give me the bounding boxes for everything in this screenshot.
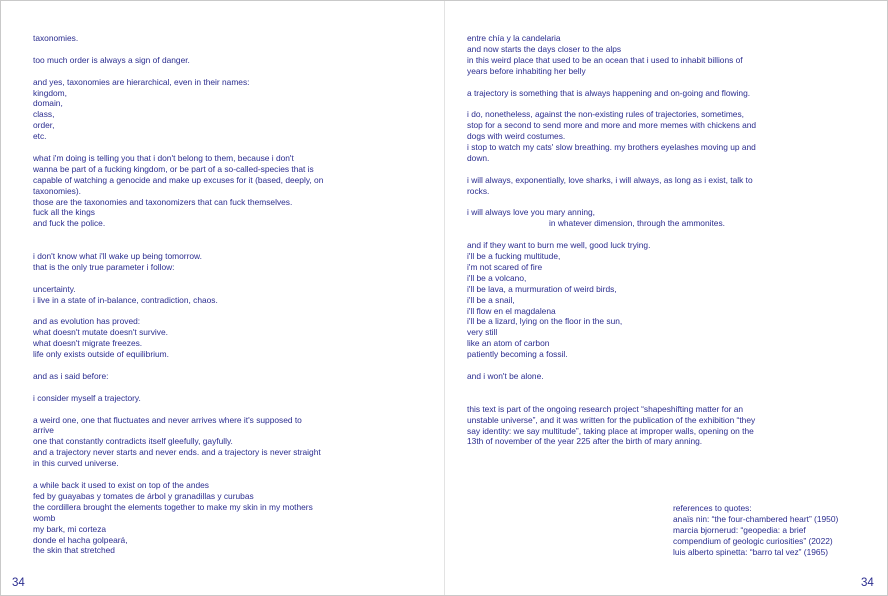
text-line: luis alberto spinetta: “barro tal vez” (1965)	[673, 546, 829, 557]
blank-line	[33, 404, 363, 415]
text-line: those are the taxonomies and taxonomizers that can fuck themselves.	[33, 196, 293, 207]
text-line: i'll be a fucking multitude,	[467, 251, 561, 262]
text-line: a trajectory is something that is always happening and on-going and flowing.	[467, 87, 751, 98]
text-line: i will always, exponentially, love sharks, i will always, as long as i exist, talk to	[467, 174, 753, 185]
right-page-text	[467, 33, 799, 447]
text-line: donde el hacha golpeará,	[33, 534, 128, 545]
text-line: the skin that stretched	[33, 545, 115, 556]
blank-line	[33, 44, 363, 55]
right-page-number: 34	[861, 577, 874, 589]
text-line: too much order is always a sign of danger.	[33, 54, 190, 65]
text-line: marcia bjornerud: “geopedia: a brief	[673, 524, 806, 535]
text-line: kingdom,	[33, 87, 67, 98]
text-line: wanna be part of a fucking kingdom, or be part of a so-called-species that is	[33, 163, 314, 174]
text-line: in this weird place that used to be an ocean that i used to inhabit billions of	[467, 54, 743, 65]
text-line: that is the only true parameter i follow:	[33, 261, 175, 272]
text-line: what i'm doing is telling you that i don't belong to them, because i don't	[33, 152, 294, 163]
text-line: uncertainty.	[33, 283, 76, 294]
text-line: compendium of geologic curiosities” (2022)	[673, 535, 833, 546]
text-line: patiently becoming a fossil.	[467, 349, 568, 360]
blank-line	[33, 240, 363, 251]
text-line: and if they want to burn me well, good luck trying.	[467, 240, 651, 251]
text-line: and fuck the police.	[33, 218, 106, 229]
text-line: down.	[467, 152, 490, 163]
text-line: and now starts the days closer to the alps	[467, 43, 622, 54]
text-line: my bark, mi corteza	[33, 523, 107, 534]
text-line: say identity: we say multitude”, taking place at improper walls, opening on the	[467, 425, 754, 436]
text-line: i consider myself a trajectory.	[33, 392, 141, 403]
references-block	[673, 503, 869, 558]
blank-line	[467, 98, 799, 109]
blank-line	[33, 229, 363, 240]
text-line: a while back it used to exist on top of the andes	[33, 479, 209, 490]
blank-line	[33, 66, 363, 77]
text-line: anaïs nin: “the four-chambered heart” (1950)	[673, 513, 839, 524]
text-line: i do, nonetheless, against the non-existing rules of trajectories, sometimes,	[467, 109, 744, 120]
text-line: womb	[33, 512, 56, 523]
blank-line	[467, 382, 799, 393]
text-line: taxonomies.	[33, 33, 79, 43]
blank-line	[467, 360, 799, 371]
text-line: order,	[33, 120, 55, 131]
left-page-number: 34	[12, 577, 25, 589]
text-line: rocks.	[467, 185, 490, 196]
text-line: dogs with weird costumes.	[467, 131, 566, 142]
left-page-text	[33, 33, 363, 556]
text-line: a weird one, one that fluctuates and never arrives where it's supposed to	[33, 414, 302, 425]
text-line: i'll be lava, a murmuration of weird birds,	[467, 283, 617, 294]
text-line: taxonomies).	[33, 185, 81, 196]
text-line: arrive	[33, 425, 54, 436]
blank-line	[467, 229, 799, 240]
text-line: domain,	[33, 98, 63, 109]
blank-line	[33, 469, 363, 480]
text-line: i'll be a lizard, lying on the floor in the sun,	[467, 316, 623, 327]
text-line: i'll be a snail,	[467, 294, 515, 305]
text-line: in whatever dimension, through the ammonites.	[549, 218, 725, 229]
blank-line	[467, 77, 799, 88]
text-line: i live in a state of in-balance, contradiction, chaos.	[33, 294, 218, 305]
text-line: fed by guayabas y tomates de árbol y granadillas y curubas	[33, 490, 254, 501]
blank-line	[467, 393, 799, 404]
text-line: i'll be a volcano,	[467, 272, 527, 283]
text-line: this text is part of the ongoing research project “shapeshifting matter for an	[467, 403, 744, 414]
text-line: unstable universe”, and it was written for the publication of the exhibition “they	[467, 414, 756, 425]
text-line: i'll flow en el magdalena	[467, 305, 556, 316]
text-line: i stop to watch my cats' slow breathing. my brothers eyelashes moving up and	[467, 142, 756, 153]
text-line: i will always love you mary anning,	[467, 207, 596, 218]
text-line: in this curved universe.	[33, 458, 119, 469]
page-gutter	[444, 1, 445, 595]
text-line: stop for a second to send more and more and more memes with chickens and	[467, 120, 757, 131]
text-line: what doesn't mutate doesn't survive.	[33, 327, 168, 338]
text-line: very still	[467, 327, 498, 338]
text-line: class,	[33, 109, 55, 120]
blank-line	[467, 197, 799, 208]
text-line: life only exists outside of equilibrium.	[33, 349, 169, 360]
text-line: and as i said before:	[33, 370, 109, 381]
text-line: years before inhabiting her belly	[467, 65, 586, 76]
text-line: what doesn't migrate freezes.	[33, 338, 143, 349]
blank-line	[33, 142, 363, 153]
text-line: like an atom of carbon	[467, 338, 550, 349]
text-line: the cordillera brought the elements together to make my skin in my mothers	[33, 501, 313, 512]
text-line: capable of watching a genocide and make up excuses for it (based, deeply, on	[33, 174, 324, 185]
text-line: and i won't be alone.	[467, 371, 544, 381]
text-line: and a trajectory never starts and never ends. and a trajectory is never straight	[33, 447, 321, 458]
text-line: and as evolution has proved:	[33, 316, 141, 327]
text-line: i'm not scared of fire	[467, 261, 543, 272]
text-line: i don't know what i'll wake up being tomorrow.	[33, 251, 202, 262]
blank-line	[33, 306, 363, 317]
blank-line	[33, 382, 363, 393]
text-line: fuck all the kings	[33, 207, 95, 218]
blank-line	[33, 360, 363, 371]
text-line: 13th of november of the year 225 after the birth of mary anning.	[467, 436, 703, 447]
blank-line	[467, 164, 799, 175]
text-line: entre chía y la candelaria	[467, 33, 561, 43]
text-line: references to quotes:	[673, 503, 752, 513]
text-line: and yes, taxonomies are hierarchical, even in their names:	[33, 76, 250, 87]
text-line: etc.	[33, 131, 47, 142]
text-line: one that constantly contradicts itself gleefully, gayfully.	[33, 436, 233, 447]
blank-line	[33, 273, 363, 284]
